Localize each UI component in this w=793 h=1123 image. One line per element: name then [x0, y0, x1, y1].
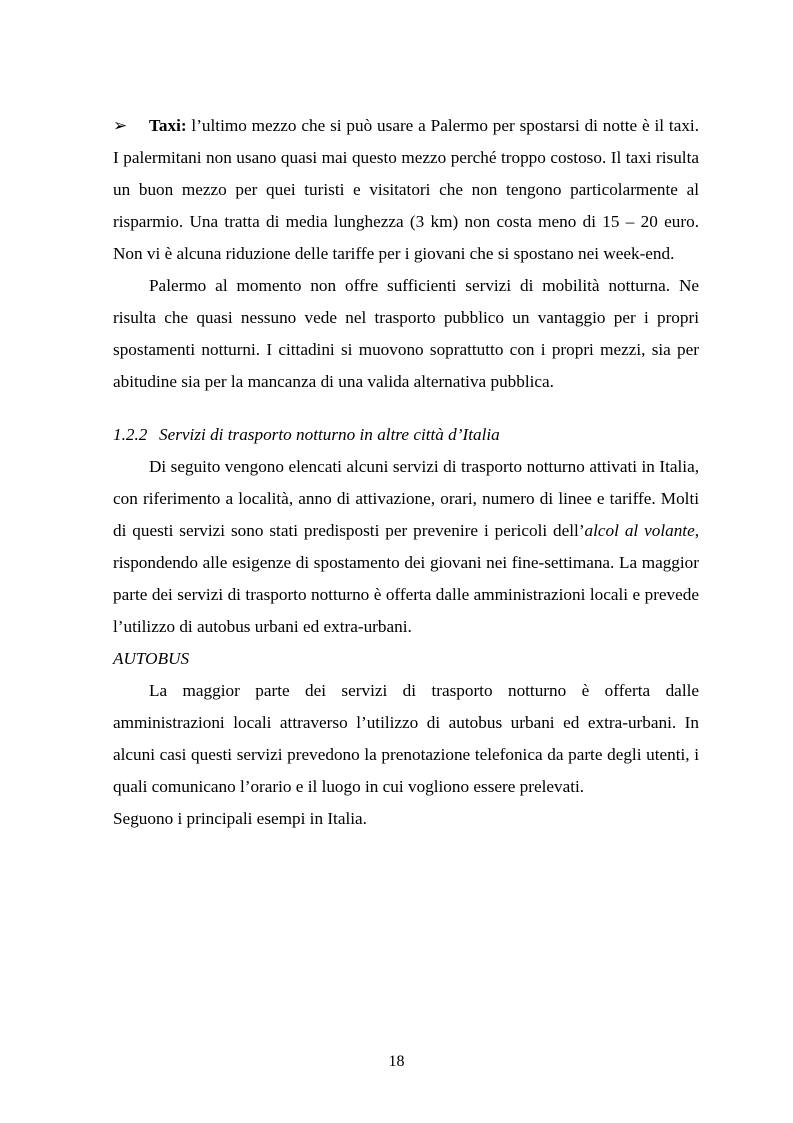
- arrow-bullet-icon: ➢: [113, 116, 128, 135]
- intro-italic-phrase: alcol al volante: [584, 521, 695, 540]
- taxi-term: Taxi:: [149, 116, 187, 135]
- palermo-paragraph: Palermo al momento non offre sufficienti servizi di mobilità notturna. Ne risulta che quasi nessuno vede nel trasporto pubblico un vantaggio per i propri spostamenti notturni. I cittadini si muovono soprattutto con i propri mezzi, sia per abitudine sia per la mancanza di una valida alternativa pubblica.: [113, 276, 699, 391]
- section-number: 1.2.2: [113, 425, 148, 444]
- section-title: Servizi di trasporto notturno in altre città d’Italia: [159, 425, 500, 444]
- taxi-bullet-paragraph: [113, 110, 699, 270]
- taxi-text: l’ultimo mezzo che si può usare a Palermo per spostarsi di notte è il taxi. I palermitani non usano quasi mai questo mezzo perché troppo costoso. Il taxi risulta un buon mezzo per quei turisti e visitatori che non tengono particolarmente al risparmio. Una tratta di media lunghezza (3 km) non costa meno di 15 – 20 euro. Non vi è alcuna riduzione delle tariffe per i giovani che si spostano nei week-end.: [113, 116, 699, 263]
- document-body: [113, 110, 699, 835]
- intro-text-before: Di seguito vengono elencati alcuni servizi di trasporto notturno attivati in Italia, con riferimento a località, anno di attivazione, orari, numero di linee e tariffe. Molti di questi servizi sono stati predisposti per prevenire i pericoli dell’: [113, 457, 699, 540]
- intro-text-after: , rispondendo alle esigenze di spostamento dei giovani nei fine-settimana. La maggior parte dei servizi di trasporto notturno è offerta dalle amministrazioni locali e prevede l’utilizzo di autobus urbani ed extra-urbani.: [113, 521, 699, 636]
- autobus-paragraph: La maggior parte dei servizi di trasporto notturno è offerta dalle amministrazioni locali attraverso l’utilizzo di autobus urbani ed extra-urbani. In alcuni casi questi servizi prevedono la prenotazione telefonica da parte degli utenti, i quali comunicano l’orario e il luogo in cui vogliono essere prelevati.: [113, 681, 699, 796]
- section-heading: [113, 419, 699, 451]
- page-number: 18: [388, 1053, 405, 1070]
- autobus-subheading: AUTOBUS: [113, 649, 190, 668]
- closing-line: Seguono i principali esempi in Italia.: [113, 809, 367, 828]
- intro-paragraph: [113, 451, 699, 643]
